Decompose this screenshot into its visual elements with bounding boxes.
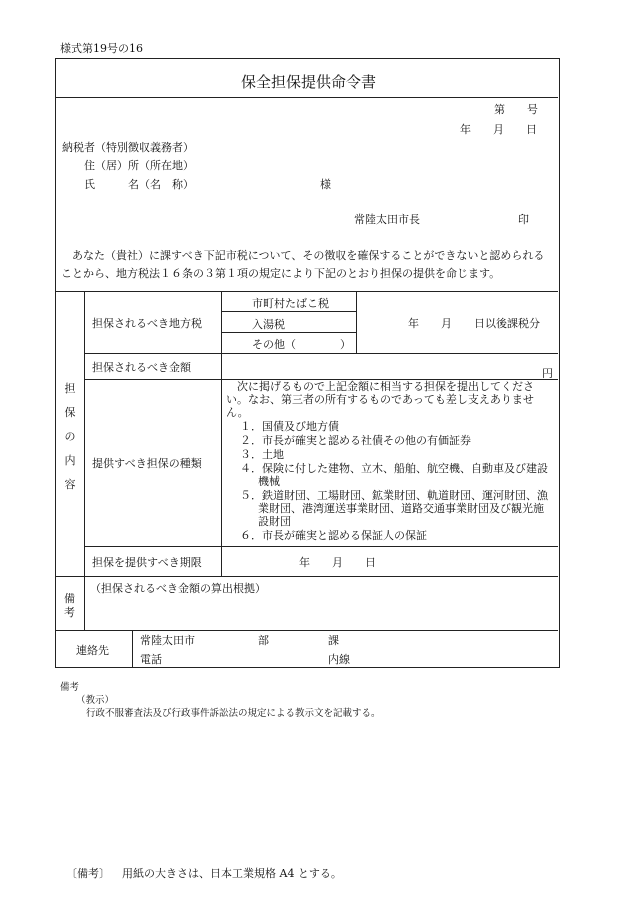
contact-dept: 部 [258,634,269,647]
form-number: 様式第19号の16 [60,42,143,55]
collateral-item: ４．保険に付した建物、立木、船舶、航空機、自動車及び建設機械 [240,462,548,488]
issuer-name: 常陸太田市長 [354,213,420,226]
collateral-row-label: 提供すべき担保の種類 [92,457,202,470]
document-number: 第 号 [494,103,538,116]
collateral-item: １．国債及び地方債 [240,420,339,433]
issue-date: 年 月 日 [460,123,537,136]
tax-period: 年 月 日以後課税分 [408,317,540,330]
footnote-heading: 備考 [60,682,80,693]
bottom-note-text: 用紙の大きさは、日本工業規格 A4 とする。 [122,867,342,880]
order-body-text: あなた（貴社）に課すべき下記市税について、その徴収を確保することができないと認められることから、地方税法１６条の３第１項の規定により下記のとおり担保の提供を命じます。 [61,249,545,280]
contact-extension: 内線 [328,653,350,666]
side-char: の [64,430,76,443]
collateral-item: ３．土地 [240,448,284,461]
deadline-value: 年 月 日 [299,556,376,569]
tax-type-tobacco: 市町村たばこ税 [252,297,329,310]
collateral-item: ６．市長が確実と認める保証人の保証 [240,529,427,542]
contact-phone: 電話 [140,653,162,666]
tax-row-label: 担保されるべき地方税 [92,317,202,330]
amount-row-label: 担保されるべき金額 [92,361,191,374]
name-label: 氏 名（名 称） [84,178,194,191]
form-title: 保全担保提供命令書 [240,73,376,91]
deadline-row-label: 担保を提供すべき期限 [92,556,202,569]
taxpayer-label: 納税者（特別徴収義務者） [62,141,194,154]
side-char: 保 [64,406,76,419]
collateral-intro: 次に掲げるもので上記金額に相当する担保を提出してください。なお、第三者の所有するものであっても差し支えありません。 [226,380,534,419]
remarks-text: （担保されるべき金額の算出根拠） [90,582,266,595]
side-char: 容 [64,478,76,491]
honorific: 様 [320,178,331,191]
seal-mark: 印 [518,213,529,226]
contact-city: 常陸太田市 [140,634,195,647]
side-char: 担 [64,382,76,395]
contact-section: 課 [328,634,339,647]
contact-label: 連絡先 [76,644,109,657]
collateral-item: ５．鉄道財団、工場財団、鉱業財団、軌道財団、運河財団、漁業財団、港湾運送事業財団、道路交通事業財団及び観光施設財団 [240,489,548,528]
collateral-item: ２．市長が確実と認める社債その他の有価証券 [240,434,471,447]
bottom-note-label: 〔備考〕 [66,867,110,880]
remarks-char: 考 [64,606,75,619]
amount-unit: 円 [542,367,553,380]
tax-type-bathing: 入湯税 [252,318,285,331]
order-form [55,58,560,668]
footnote-sub: （教示） [76,695,115,706]
side-char: 内 [64,454,76,467]
footnote-text: 行政不服審査法及び行政事件訴訟法の規定による教示文を記載する。 [86,708,381,719]
tax-type-other: その他（ ） [252,338,351,351]
address-label: 住（居）所（所在地） [84,159,194,172]
remarks-char: 備 [64,592,75,605]
